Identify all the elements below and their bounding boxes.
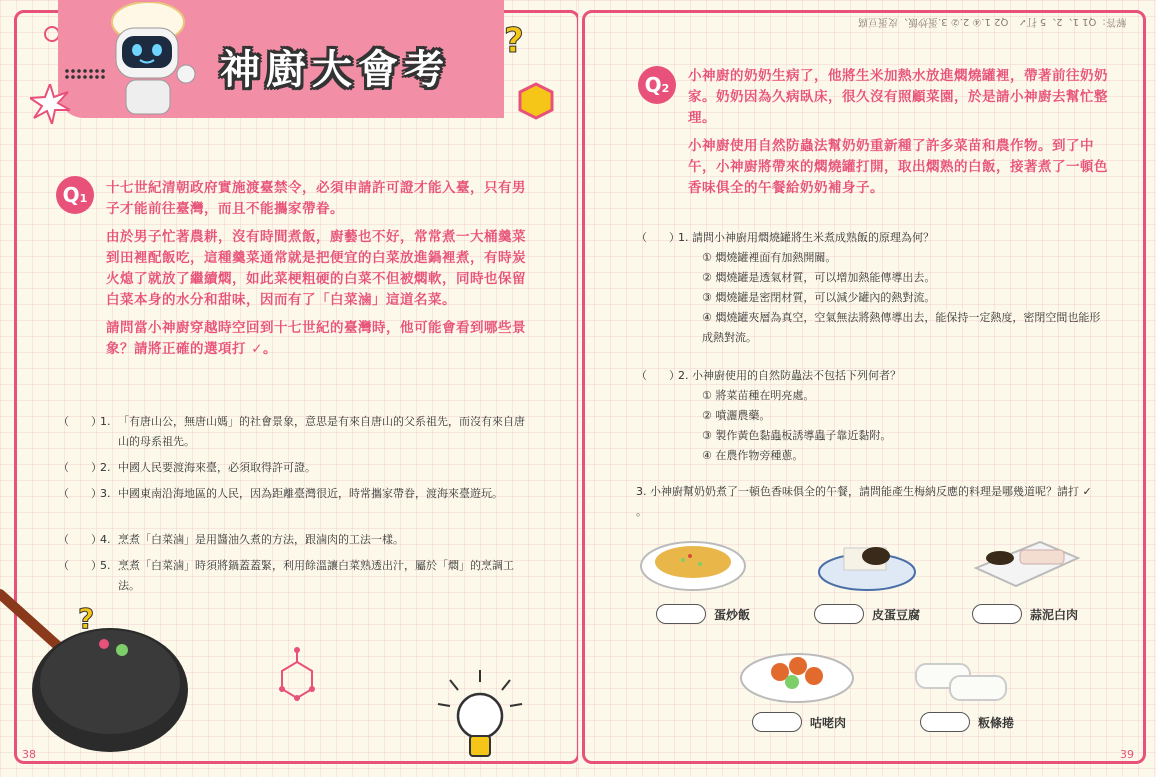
q2-story bbox=[688, 66, 1112, 206]
answer-key: 解答：Q1 1、2、5 打✓ Q2 1.④ 2.② 3.蛋炒飯、皮蛋豆腐 bbox=[857, 16, 1126, 27]
garlic-pork-icon bbox=[970, 528, 1082, 594]
item-number: 5. bbox=[100, 559, 111, 572]
rice-roll-icon bbox=[908, 652, 1012, 708]
answer-box[interactable] bbox=[656, 604, 706, 624]
question-text: 2. 小神廚使用的自然防蟲法不包括下列何者？ bbox=[678, 369, 901, 382]
answer-box[interactable] bbox=[752, 712, 802, 732]
dot-pattern bbox=[64, 68, 106, 80]
q2-paragraph: 小神廚的奶奶生病了，他將生米加熱水放進燜燒罐裡，帶著前往奶奶家。奶奶因為久病臥床，很久沒有照顧菜園，於是請小神廚去幫忙整理。 bbox=[688, 68, 1108, 126]
item-number: 1. bbox=[100, 415, 111, 428]
option: ② 噴灑農藥。 bbox=[702, 409, 771, 422]
dish-option[interactable] bbox=[920, 712, 1014, 732]
answer-paren[interactable]: （ ） bbox=[58, 533, 102, 546]
answer-paren[interactable]: （ ） bbox=[58, 461, 102, 474]
dish-label: 蛋炒飯 bbox=[714, 607, 751, 622]
option: ④ 燜燒罐夾層為真空，空氣無法將熱傳導出去，能保持一定熱度，密閉空間也能形成熱對流。 bbox=[702, 311, 1101, 344]
option: ④ 在農作物旁種蔥。 bbox=[702, 449, 804, 462]
dish-option[interactable] bbox=[656, 604, 750, 624]
question-text: 3. 小神廚幫奶奶煮了一頓色香味俱全的午餐，請問能產生梅納反應的料理是哪幾道呢？請打 ✓ 。 bbox=[636, 485, 1092, 518]
answer-box[interactable] bbox=[920, 712, 970, 732]
answer-paren[interactable]: （ ） bbox=[58, 559, 102, 572]
option: ③ 燜燒罐是密閉材質，可以減少罐內的熱對流。 bbox=[702, 291, 936, 304]
dish-label: 粄條捲 bbox=[978, 715, 1015, 730]
q1-item bbox=[58, 484, 528, 526]
page-title: 神廚大會考 bbox=[220, 47, 450, 93]
question-text: 1. 請問小神廚用燜燒罐將生米煮成熟飯的原理為何？ bbox=[678, 231, 934, 244]
answer-paren[interactable]: （ ） bbox=[58, 487, 102, 500]
lightbulb-icon bbox=[432, 668, 528, 764]
dish-label: 蒜泥白肉 bbox=[1030, 607, 1079, 622]
q1-item bbox=[58, 458, 528, 480]
header-banner bbox=[58, 0, 504, 118]
item-text: 「有唐山公，無唐山媽」的社會景象，意思是有來自唐山的父系祖先，而沒有來自唐山的母系祖先。 bbox=[118, 415, 525, 448]
fried-rice-icon bbox=[638, 534, 748, 594]
q2-paragraph: 小神廚使用自然防蟲法幫奶奶重新種了許多菜苗和農作物。到了中午，小神廚將帶來的燜燒罐打開，取出燜熟的白飯，接著煮了一頓色香味俱全的午餐給奶奶補身子。 bbox=[688, 138, 1108, 196]
molecule-icon bbox=[272, 646, 322, 716]
q2-question-1 bbox=[636, 228, 1106, 348]
q2-badge: Q2 bbox=[638, 66, 676, 104]
q1-item bbox=[58, 412, 528, 454]
svg-text:?: ? bbox=[504, 21, 524, 61]
dish-label: 皮蛋豆腐 bbox=[872, 607, 921, 622]
q1-prompt: 請問當小神廚穿越時空回到十七世紀的臺灣時，他可能會看到哪些景象？請將正確的選項打 ✓。 bbox=[106, 320, 526, 357]
question-hexagon-decor bbox=[498, 14, 558, 134]
option: ③ 製作黃色黏蟲板誘導蟲子靠近黏附。 bbox=[702, 429, 892, 442]
q1-story bbox=[106, 178, 536, 367]
page-number: 38 bbox=[22, 748, 36, 761]
page-number: 39 bbox=[1120, 748, 1134, 761]
options-list bbox=[702, 248, 1106, 348]
q2-question-3 bbox=[636, 482, 1106, 522]
robot-chef-icon bbox=[80, 2, 210, 118]
right-page bbox=[578, 0, 1156, 777]
wok-icon bbox=[0, 586, 200, 766]
dish-label: 咕咾肉 bbox=[810, 715, 847, 730]
century-egg-tofu-icon bbox=[814, 530, 920, 594]
q1-badge: Q1 bbox=[56, 176, 94, 214]
item-text: 烹煮「白菜滷」是用醬油久煮的方法，跟滷肉的工法一樣。 bbox=[118, 533, 404, 546]
q1-items bbox=[58, 412, 528, 602]
item-number: 3. bbox=[100, 487, 111, 500]
sweet-sour-pork-icon bbox=[738, 640, 856, 706]
q1-item bbox=[58, 530, 528, 552]
starburst-icon bbox=[30, 84, 70, 124]
dish-option[interactable] bbox=[814, 604, 920, 624]
answer-box[interactable] bbox=[814, 604, 864, 624]
q1-paragraph: 十七世紀清朝政府實施渡臺禁令，必須申請許可證才能入臺，只有男子才能前往臺灣，而且不能攜家帶眷。 bbox=[106, 180, 526, 217]
answer-paren[interactable]: （ ） bbox=[58, 415, 102, 428]
item-number: 4. bbox=[100, 533, 111, 546]
q1-paragraph: 由於男子忙著農耕，沒有時間煮飯，廚藝也不好，常常煮一大桶羹菜到田裡配飯吃，這種羹菜通常就是把便宜的白菜放進鍋裡煮，有時炭火熄了就放了繼續燜，如此菜梗粗硬的白菜不但被燜軟，同時也保留白菜本身的水分和甜味，因而有了「白菜滷」這道名菜。 bbox=[106, 229, 526, 308]
option: ① 將菜苗種在明亮處。 bbox=[702, 389, 815, 402]
dish-option[interactable] bbox=[972, 604, 1078, 624]
item-text: 烹煮「白菜滷」時須將鍋蓋蓋緊，利用餘溫讓白菜熟透出汁，屬於「燜」的烹調工法。 bbox=[118, 559, 514, 592]
options-list bbox=[702, 386, 1106, 466]
answer-paren[interactable]: （ ） bbox=[636, 231, 680, 244]
q2-question-2 bbox=[636, 366, 1106, 466]
option: ② 燜燒罐是透氣材質，可以增加熱能傳導出去。 bbox=[702, 271, 936, 284]
svg-text:?: ? bbox=[78, 602, 95, 635]
item-text: 中國人民要渡海來臺，必須取得許可證。 bbox=[118, 461, 316, 474]
item-number: 2. bbox=[100, 461, 111, 474]
item-text: 中國東南沿海地區的人民，因為距離臺灣很近，時常攜家帶眷，渡海來臺遊玩。 bbox=[118, 487, 503, 500]
option: ① 燜燒罐裡面有加熱開關。 bbox=[702, 251, 837, 264]
dish-option[interactable] bbox=[752, 712, 846, 732]
answer-paren[interactable]: （ ） bbox=[636, 369, 680, 382]
answer-box[interactable] bbox=[972, 604, 1022, 624]
